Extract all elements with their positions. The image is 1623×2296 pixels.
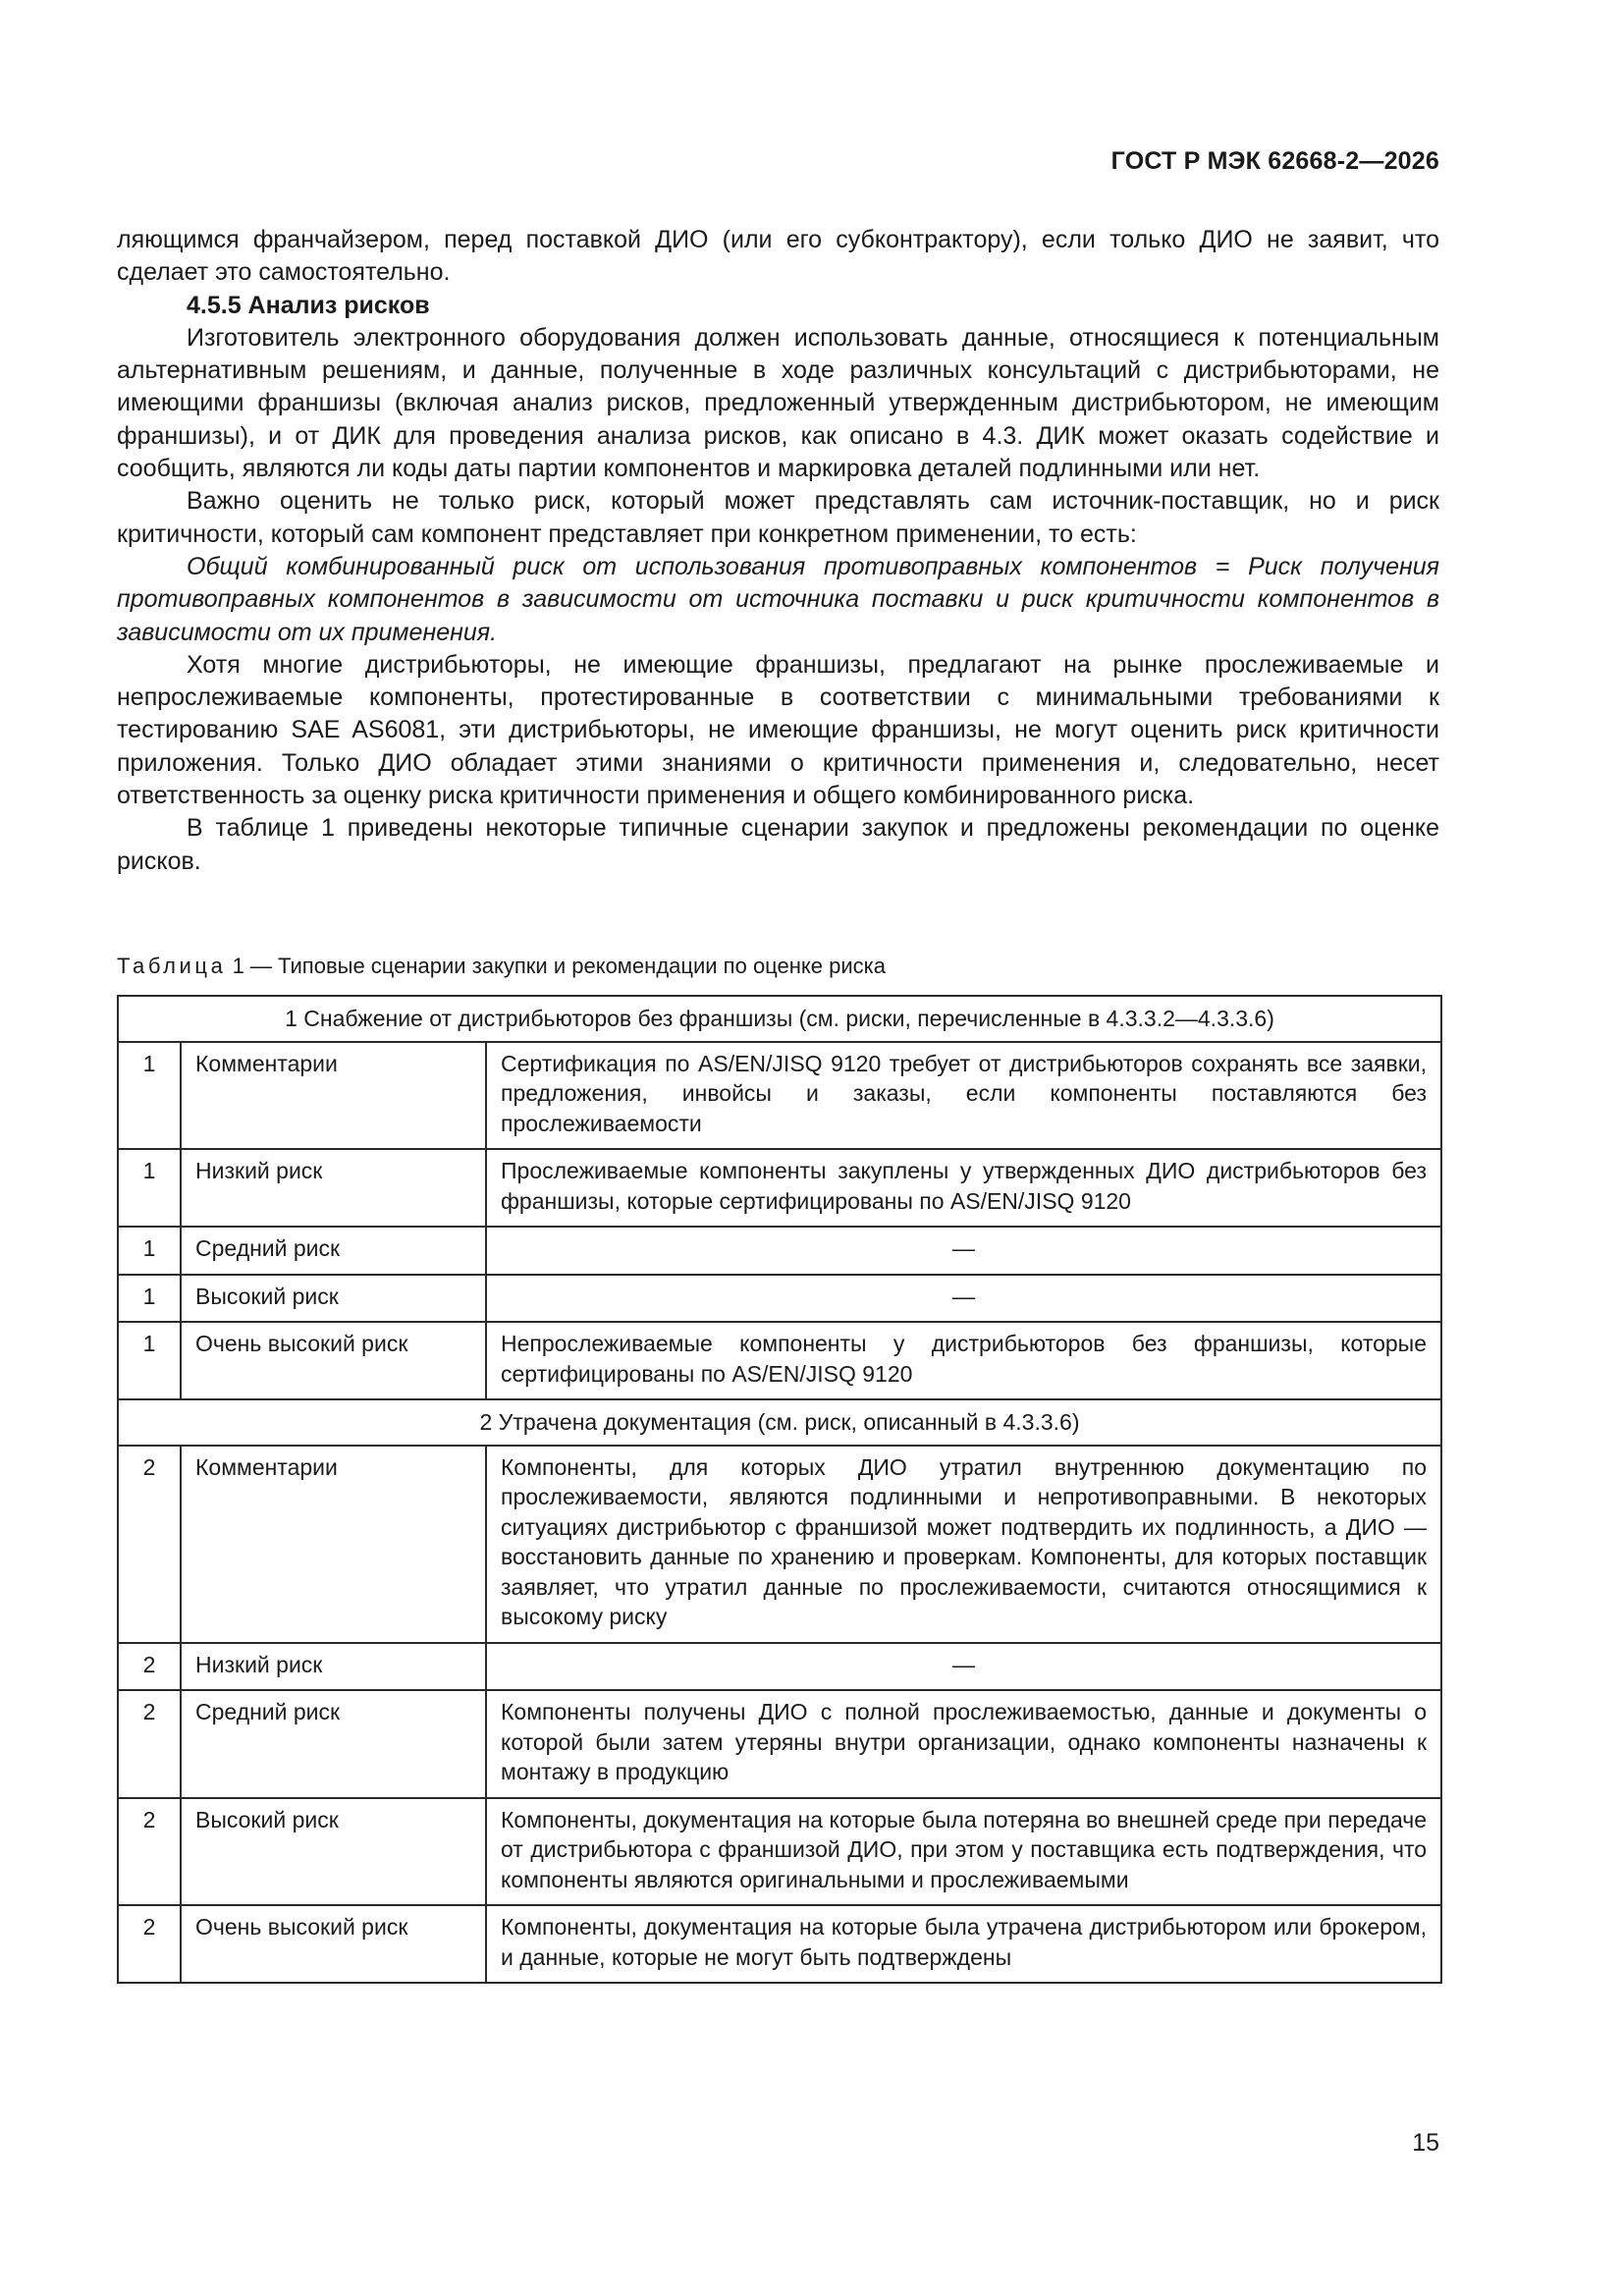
- table-row: [118, 1905, 1441, 1983]
- formula-paragraph: Общий комбинированный риск от использования противоправных компонентов = Риск получения противоправных компонентов в зависимости от источника поставки и риск критичности компонентов в зависимости от их применения.: [117, 552, 1439, 646]
- row-number: 2: [118, 1446, 181, 1643]
- row-label: Комментарии: [181, 1446, 486, 1643]
- row-label: Низкий риск: [181, 1149, 486, 1227]
- row-description: Компоненты, документация на которые была потеряна во внешней среде при передаче от дистрибьютора с франшизой ДИО, при этом у поставщика есть подтверждения, что компоненты являются оригинальными и прослеживаемыми: [486, 1798, 1441, 1906]
- page-number: 15: [1412, 2129, 1439, 2157]
- row-number: 1: [118, 1149, 181, 1227]
- table-caption-text: 1 — Типовые сценарии закупки и рекомендации по оценке риска: [226, 954, 887, 978]
- paragraph-continuation: ляющимся франчайзером, перед поставкой ДИО (или его субконтрактору), если только ДИО не заявит, что сделает это самостоятельно.: [117, 226, 1439, 287]
- table-row: [118, 1798, 1441, 1906]
- row-description: Сертификация по AS/EN/JISQ 9120 требует от дистрибьюторов сохранять все заявки, предложения, инвойсы и заказы, если компоненты поставляются без прослеживаемости: [486, 1042, 1441, 1150]
- row-description: Компоненты, для которых ДИО утратил внутреннюю документацию по прослеживаемости, являются подлинными и непротивоправными. В некоторых ситуациях дистрибьютор с франшизой может подтвердить их подлинность, а ДИО — восстановить данные по хранению и проверкам. Компоненты, для которых поставщик заявляет, что утратил данные по прослеживаемости, считаются относящимися к высокому риску: [486, 1446, 1441, 1643]
- table-row: [118, 1446, 1441, 1643]
- row-number: 1: [118, 1227, 181, 1275]
- row-number: 2: [118, 1798, 181, 1906]
- paragraph: Хотя многие дистрибьюторы, не имеющие франшизы, предлагают на рынке прослеживаемые и непрослеживаемые компоненты, протестированные в соответствии с минимальными требованиями к тестированию SAE AS6081, эти дистрибьюторы, не имеющие франшизы, не могут оценить риск критичности приложения. Только ДИО обладает этими знаниями о критичности применения и, следовательно, несет ответственность за оценку риска критичности применения и общего комбинированного риска.: [117, 650, 1439, 810]
- row-number: 2: [118, 1905, 181, 1983]
- table-row: [118, 1227, 1441, 1275]
- row-label: Средний риск: [181, 1227, 486, 1275]
- row-description: Непрослеживаемые компоненты у дистрибьюторов без франшизы, которые сертифицированы по AS/EN/JISQ 9120: [486, 1322, 1441, 1399]
- table-section-row: [118, 996, 1441, 1042]
- row-description: —: [486, 1227, 1441, 1275]
- table-row: [118, 1643, 1441, 1691]
- table-row: [118, 1690, 1441, 1798]
- row-description: —: [486, 1643, 1441, 1691]
- row-label: Низкий риск: [181, 1643, 486, 1691]
- row-number: 2: [118, 1643, 181, 1691]
- row-description: Компоненты получены ДИО с полной прослеживаемостью, данные и документы о которой были затем утеряны внутри организации, однако компоненты назначены к монтажу в продукцию: [486, 1690, 1441, 1798]
- paragraph: Важно оценить не только риск, который может представлять сам источник-поставщик, но и риск критичности, который сам компонент представляет при конкретном применении, то есть:: [117, 487, 1439, 548]
- row-label: Средний риск: [181, 1690, 486, 1798]
- row-label: Очень высокий риск: [181, 1322, 486, 1399]
- table-row: [118, 1275, 1441, 1323]
- row-number: 2: [118, 1690, 181, 1798]
- section-heading: 4.5.5 Анализ рисков: [187, 291, 430, 319]
- paragraph: Изготовитель электронного оборудования должен использовать данные, относящиеся к потенциальным альтернативным решениям, и данные, полученные в ходе различных консультаций с дистрибьюторами, не имеющими франшизы (включая анализ рисков, предложенный утвержденным дистрибьютором, не имеющим франшизы), и от ДИК для проведения анализа рисков, как описано в 4.3. ДИК может оказать содействие и сообщить, являются ли коды даты партии компонентов и маркировка деталей подлинными или нет.: [117, 323, 1439, 483]
- section-title: 1 Снабжение от дистрибьюторов без франшизы (см. риски, перечисленные в 4.3.3.2—4.3.3.6): [118, 996, 1441, 1042]
- row-label: Высокий риск: [181, 1275, 486, 1323]
- table-caption-label: Таблица: [117, 954, 227, 978]
- paragraph: В таблице 1 приведены некоторые типичные сценарии закупок и предложены рекомендации по оценке рисков.: [117, 814, 1439, 875]
- section-title: 2 Утрачена документация (см. риск, описанный в 4.3.3.6): [118, 1399, 1441, 1446]
- risk-table: [117, 995, 1442, 1984]
- table-row: [118, 1042, 1441, 1150]
- table-caption: [117, 954, 886, 979]
- table-row: [118, 1322, 1441, 1399]
- row-description: Компоненты, документация на которые была утрачена дистрибьютором или брокером, и данные, которые не могут быть подтверждены: [486, 1905, 1441, 1983]
- row-label: Очень высокий риск: [181, 1905, 486, 1983]
- row-number: 1: [118, 1042, 181, 1150]
- row-description: —: [486, 1275, 1441, 1323]
- standard-designation: ГОСТ Р МЭК 62668-2—2026: [1110, 147, 1439, 175]
- row-number: 1: [118, 1275, 181, 1323]
- table-section-row: [118, 1399, 1441, 1446]
- row-label: Комментарии: [181, 1042, 486, 1150]
- row-number: 1: [118, 1322, 181, 1399]
- row-description: Прослеживаемые компоненты закуплены у утвержденных ДИО дистрибьюторов без франшизы, которые сертифицированы по AS/EN/JISQ 9120: [486, 1149, 1441, 1227]
- table-row: [118, 1149, 1441, 1227]
- row-label: Высокий риск: [181, 1798, 486, 1906]
- body-text: [117, 224, 1439, 878]
